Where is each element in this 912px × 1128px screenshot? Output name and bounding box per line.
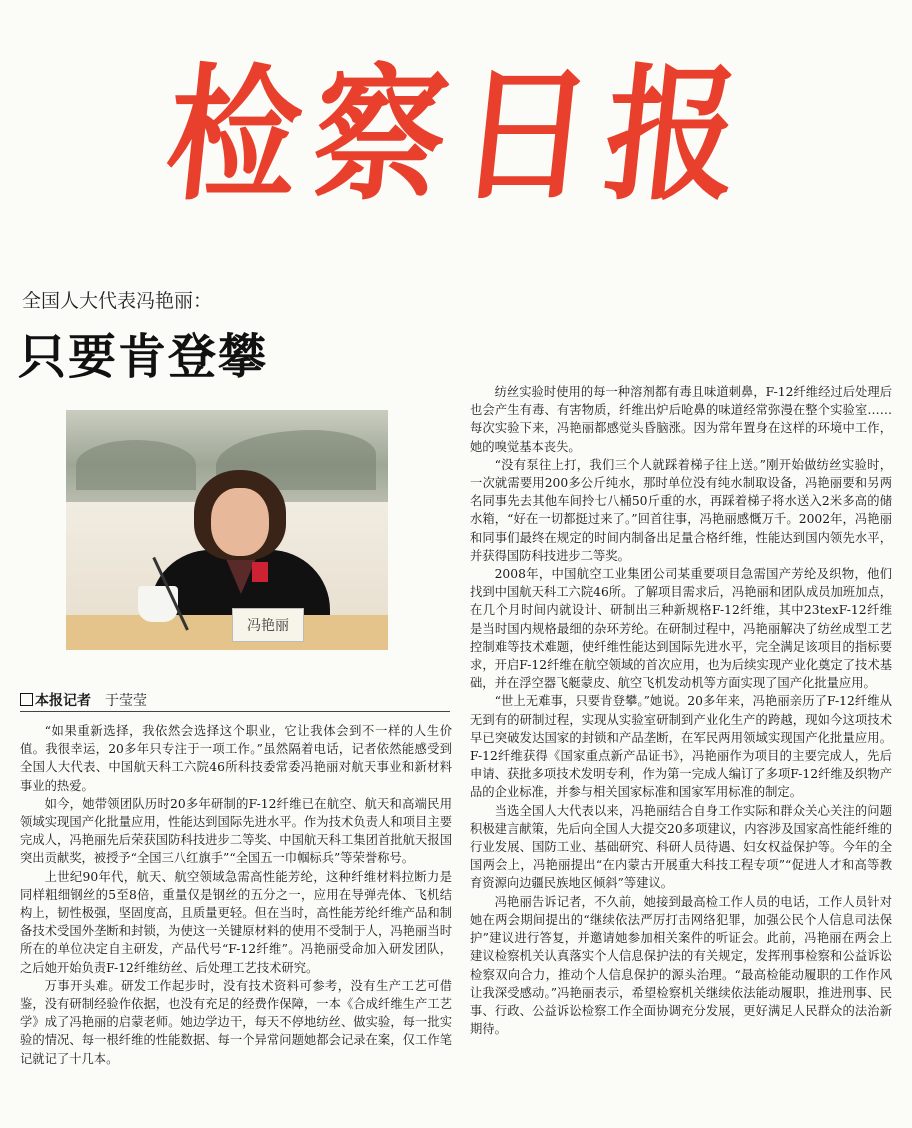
article-paragraph: 纺丝实验时使用的每一种溶剂都有毒且味道刺鼻，F-12纤维经过后处理后也会产生有毒、有害物质，纤维出炉后呛鼻的味道经常弥漫在整个实验室……每次实验下来，冯艳丽都感觉头昏脑涨。因为常年置身在这样的环境中工作，她的嗅觉基本丧失。 — [470, 385, 892, 454]
article-paragraph: 2008年，中国航空工业集团公司某重要项目急需国产芳纶及织物，他们找到中国航天科工六院46所。了解项目需求后，冯艳丽和团队成员加班加点，在几个月时间内就设计、研制出三种新规格F-12纤维，其中23texF-12纤维是当时国内规格最细的杂环芳纶。在研制过程中，冯艳丽解决了纺丝成型工艺控制难等技术难题，使纤维性能达到国际先进水平，完全满足该项目的指标要求，开启F-12纤维在航空领域的首次应用，也为后续实现产业化奠定了技术基础，并在浮空器飞艇蒙皮、航空飞机发动机等方面实现了国产化批量应用。 — [470, 567, 892, 691]
article-column-right — [470, 383, 892, 1038]
photo-person-face — [211, 488, 269, 556]
article-paragraph: 上世纪90年代，航天、航空领域急需高性能芳纶，这种纤维材料拉断力是同样粗细钢丝的5至8倍，重量仅是钢丝的五分之一，应用在导弹壳体、飞机结构上，韧性极强，坚固度高，且质量更轻。但在当时，高性能芳纶纤维产品和制备技术受国外垄断和封锁，为使这一关键原材料的使用不受制于人，冯艳丽当时所在的单位决定自主研发，产品代号“F-12纤维”。冯艳丽受命加入研发团队，之后她开始负责F-12纤维纺丝、后处理工艺技术研究。 — [20, 869, 452, 975]
byline — [20, 690, 147, 710]
article-paragraph: “没有泵往上打，我们三个人就踩着梯子往上送。”刚开始做纺丝实验时，一次就需要用200多公斤纯水，那时单位没有纯水制取设备，冯艳丽要和另两名同事先去其他车间拎七八桶50斤重的水，再踩着梯子将水送入2米多高的储水箱，“好在一切都挺过来了。”回首往事，冯艳丽感慨万千。2002年，冯艳丽和同事们最终在规定的时间内制备出足量合格纤维，性能达到国内领先水平，并获得国防科技进步二等奖。 — [470, 457, 892, 563]
article-column-left — [20, 722, 452, 1068]
photo-teacup — [138, 586, 178, 622]
article-kicker: 全国人大代表冯艳丽： — [22, 290, 213, 312]
article-paragraph: “世上无难事，只要肯登攀。”她说。20多年来，冯艳丽亲历了F-12纤维从无到有的研制过程，实现从实验室研制到产业化生产的跨越，现如今这项技术早已突破发达国家的封锁和产品垄断，在军民两用领域实现国产化批量应用。F-12纤维获得《国家重点新产品证书》，冯艳丽作为项目的主要完成人，先后申请、获批多项技术发明专利，作为第一完成人编订了多项F-12纤维及织物产品的企业标准，并参与相关国家标准和国家军用标准的制定。 — [470, 694, 892, 800]
newspaper-masthead — [150, 28, 770, 243]
byline-box-icon — [20, 693, 33, 706]
masthead-title: 检察日报 — [159, 49, 762, 221]
article-paragraph: “如果重新选择，我依然会选择这个职业，它让我体会到不一样的人生价值。我很幸运，20多年只专注于一项工作。”虽然隔着电话，记者依然能感受到全国人大代表、中国航天科工六院46所科技委常委冯艳丽对航天事业和新材料事业的热爱。 — [20, 724, 452, 793]
photo-delegate-badge — [252, 562, 268, 582]
article-headline: 只要肯登攀 — [18, 329, 269, 385]
article-paragraph: 冯艳丽告诉记者，不久前，她接到最高检工作人员的电话，工作人员针对她在两会期间提出的“继续依法严厉打击网络犯罪，加强公民个人信息司法保护”建议进行答复，并邀请她参加相关案件的听证会。此前，冯艳丽在两会上建议检察机关认真落实个人信息保护法的有关规定，发挥刑事检察和公益诉讼检察双向合力，推动个人信息保护的源头治理。“最高检能动履职的工作作风让我深受感动。”冯艳丽表示，希望检察机关继续依法能动履职，推进刑事、民事、行政、公益诉讼检察工作全面协调充分发展，更好满足人民群众的法治新期待。 — [470, 894, 892, 1037]
photo-desk — [66, 615, 388, 650]
article-paragraph: 如今，她带领团队历时20多年研制的F-12纤维已在航空、航天和高端民用领域实现国产化批量应用，性能达到国际先进水平。作为技术负责人和项目主要完成人，冯艳丽先后荣获国防科技进步二等奖、中国航天科工集团首批航天报国突出贡献奖，被授予“全国三八红旗手”“全国五一巾帼标兵”等荣誉称号。 — [20, 796, 452, 866]
photo-nameplate: 冯艳丽 — [232, 608, 304, 642]
article-photo — [66, 410, 388, 650]
article-paragraph: 当选全国人大代表以来，冯艳丽结合自身工作实际和群众关心关注的问题积极建言献策，先后向全国人大提交20多项建议，内容涉及国家高性能纤维的行业发展、国防工业、基础研究、科研人员待遇、妇女权益保护等。今年的全国两会上，冯艳丽提出“在内蒙古开展重大科技工程专项”“促进人才和高等教育资源向边疆民族地区倾斜”等建议。 — [470, 803, 892, 891]
byline-divider — [20, 711, 450, 712]
byline-label: 本报记者 — [35, 693, 91, 709]
article-paragraph: 万事开头难。研发工作起步时，没有技术资料可参考，没有生产工艺可借鉴，没有研制经验作依据，也没有充足的经费作保障，一本《合成纤维生产工艺学》成了冯艳丽的启蒙老师。她边学边干，每天不停地纺丝、做实验，每一批实验的情况、每一根纤维的性能数据、每一个异常问题她都会记录在案，仅工作笔记就记了十几本。 — [20, 978, 452, 1066]
byline-author: 于莹莹 — [105, 693, 147, 709]
